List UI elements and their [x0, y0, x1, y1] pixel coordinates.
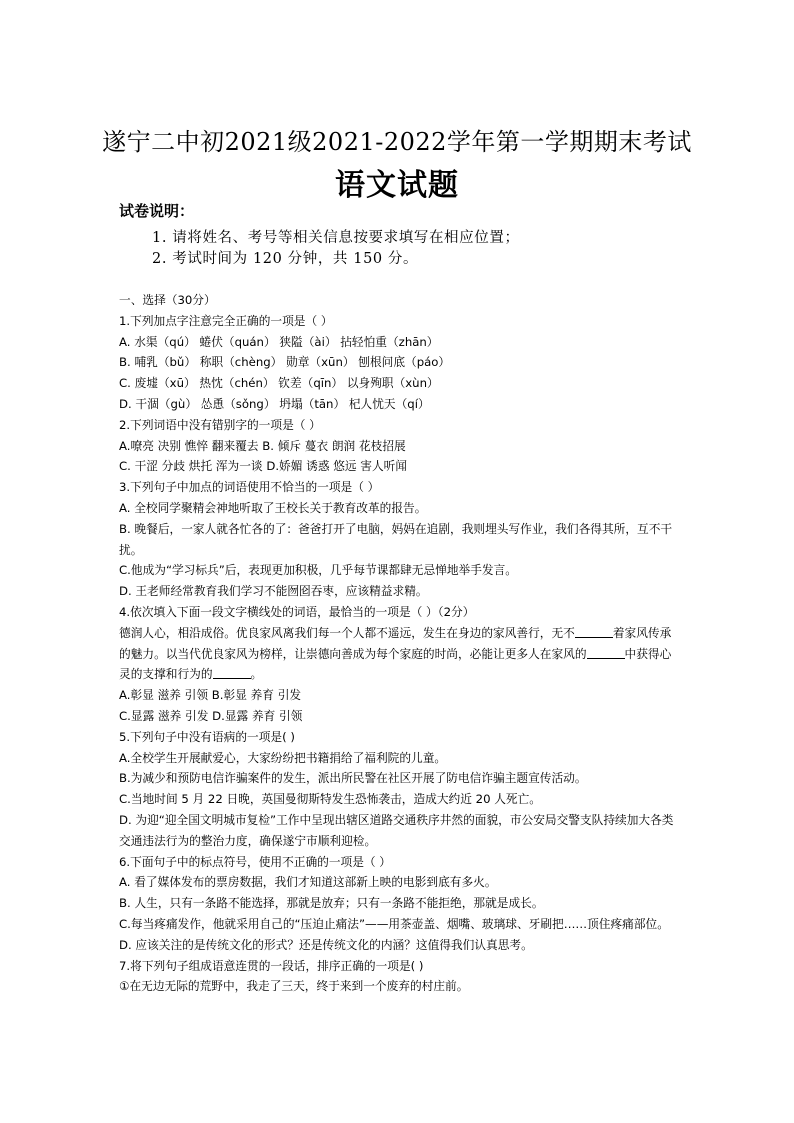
- question-3-option-a: A. 全校同学聚精会神地听取了王校长关于教育改革的报告。: [119, 500, 427, 515]
- question-3-option-d: D. 王老师经常教育我们学习不能囫囵吞枣，应该精益求精。: [119, 584, 428, 599]
- question-5-stem: 5.下列句子中没有语病的一项是( ): [119, 729, 295, 744]
- subject-title: 语文试题: [335, 168, 459, 203]
- question-4-stem: 4.依次填入下面一段文字横线处的词语，最恰当的一项是（ ）（2分）: [119, 604, 475, 619]
- question-6-stem: 6.下面句子中的标点符号，使用不正确的一项是（ ）: [119, 854, 391, 869]
- question-5-option-a: A.全校学生开展献爱心，大家纷纷把书籍捐给了福利院的儿童。: [119, 750, 447, 765]
- question-3-option-b: B. 晚餐后，一家人就各忙各的了：爸爸打开了电脑，妈妈在追剧，我则埋头写作业，我们各得其所，互不干扰。: [119, 521, 673, 557]
- question-4-options-ab: A.彰显 滋养 引领 B.彰显 养育 引发: [119, 688, 302, 703]
- question-1-option-a: A. 水渠（qú） 蜷伏（quán） 狭隘（ài） 拈轻怕重（zhān）: [119, 334, 439, 349]
- question-1-option-b: B. 哺乳（bǔ） 称职（chèng） 勋章（xūn） 刨根问底（páo）: [119, 355, 451, 370]
- question-1-option-c: C. 废墟（xū） 热忱（chén） 钦差（qīn） 以身殉职（xùn）: [119, 376, 439, 391]
- question-2-stem: 2.下列词语中没有错别字的一项是（ ）: [119, 417, 321, 432]
- question-5-option-b: B.为减少和预防电信诈骗案件的发生，派出所民警在社区开展了防电信诈骗主题宣传活动。: [119, 771, 587, 786]
- question-4-passage-part-4: 。: [250, 667, 263, 682]
- note-item-2: 2. 考试时间为 120 分钟，共 150 分。: [152, 251, 419, 267]
- exam-title: 遂宁二中初2021级2021-2022学年第一学期期末考试: [102, 128, 692, 156]
- question-4-options-cd: C.显露 滋养 引发 D.显露 养育 引领: [119, 708, 303, 723]
- question-4-passage-part-2: 着家风传承的魅力。以当代优良家风为榜样，让崇德向善成为每个家庭的时尚，必能让更多人在家风的: [119, 625, 672, 661]
- question-6-option-a: A. 看了媒体发布的票房数据，我们才知道这部新上映的电影到底有多火。: [119, 875, 497, 890]
- question-2-options-cd: C. 干涩 分歧 烘托 浑为一谈 D.娇媚 诱惑 悠远 害人听闻: [119, 459, 408, 474]
- question-4-passage-part-3: 中获得心灵的支撑和行为的: [119, 646, 672, 682]
- question-1-stem: 1.下列加点字注意完全正确的一项是（ ）: [119, 313, 333, 328]
- question-4-passage-part-1: 德润人心，相沿成俗。优良家风离我们每一个人都不遥远，发生在身边的家风善行，无不: [119, 625, 575, 640]
- fill-blank-1: [575, 625, 613, 638]
- section-title: 一、选择（30分）: [119, 293, 216, 307]
- exam-body: [119, 290, 675, 997]
- question-6-option-d: D. 应该关注的是传统文化的形式？还是传统文化的内涵？这值得我们认真思考。: [119, 937, 533, 952]
- question-5-option-d: D. 为迎“迎全国文明城市复检”工作中呈现出辖区道路交通秩序井然的面貌，市公安局交警支队持续加大各类交通违法行为的整治力度，确保遂宁市顺利迎检。: [119, 812, 674, 848]
- fill-blank-2: [587, 646, 625, 659]
- question-4-passage: [119, 623, 675, 685]
- question-6-option-c: C.每当疼痛发作，他就采用自己的“压迫止痛法”——用茶壶盖、烟嘴、玻璃球、牙刷把……顶住疼痛部位。: [119, 916, 669, 931]
- question-6-option-b: B. 人生，只有一条路不能选择，那就是放弃；只有一条路不能拒绝，那就是成长。: [119, 896, 544, 911]
- question-3-stem: 3.下列句子中加点的词语使用不恰当的一项是（ ）: [119, 480, 380, 495]
- note-item-1: 1. 请将姓名、考号等相关信息按要求填写在相应位置；: [152, 230, 520, 246]
- notes-heading: 试卷说明：: [119, 202, 195, 220]
- question-2-options-ab: A.嘹亮 决别 憔悴 翻来覆去 B. 倾斥 蔓衣 朗润 花枝招展: [119, 438, 406, 453]
- question-7-sentence-1: ①在无边无际的荒野中，我走了三天，终于来到一个废弃的村庄前。: [119, 979, 469, 994]
- question-7-stem: 7.将下列句子组成语意连贯的一段话，排序正确的一项是( ): [119, 958, 424, 973]
- question-1-option-d: D. 干涸（gù） 怂恿（sǒng） 坍塌（tān） 杞人忧天（qí）: [119, 396, 430, 411]
- question-3-option-c: C.他成为“学习标兵”后，表现更加积极，几乎每节课都肆无忌惮地举手发言。: [119, 563, 517, 578]
- question-5-option-c: C.当地时间 5 月 22 日晚，英国曼彻斯特发生恐怖袭击，造成大约近 20 人死亡。: [119, 792, 541, 807]
- fill-blank-3: [213, 666, 251, 679]
